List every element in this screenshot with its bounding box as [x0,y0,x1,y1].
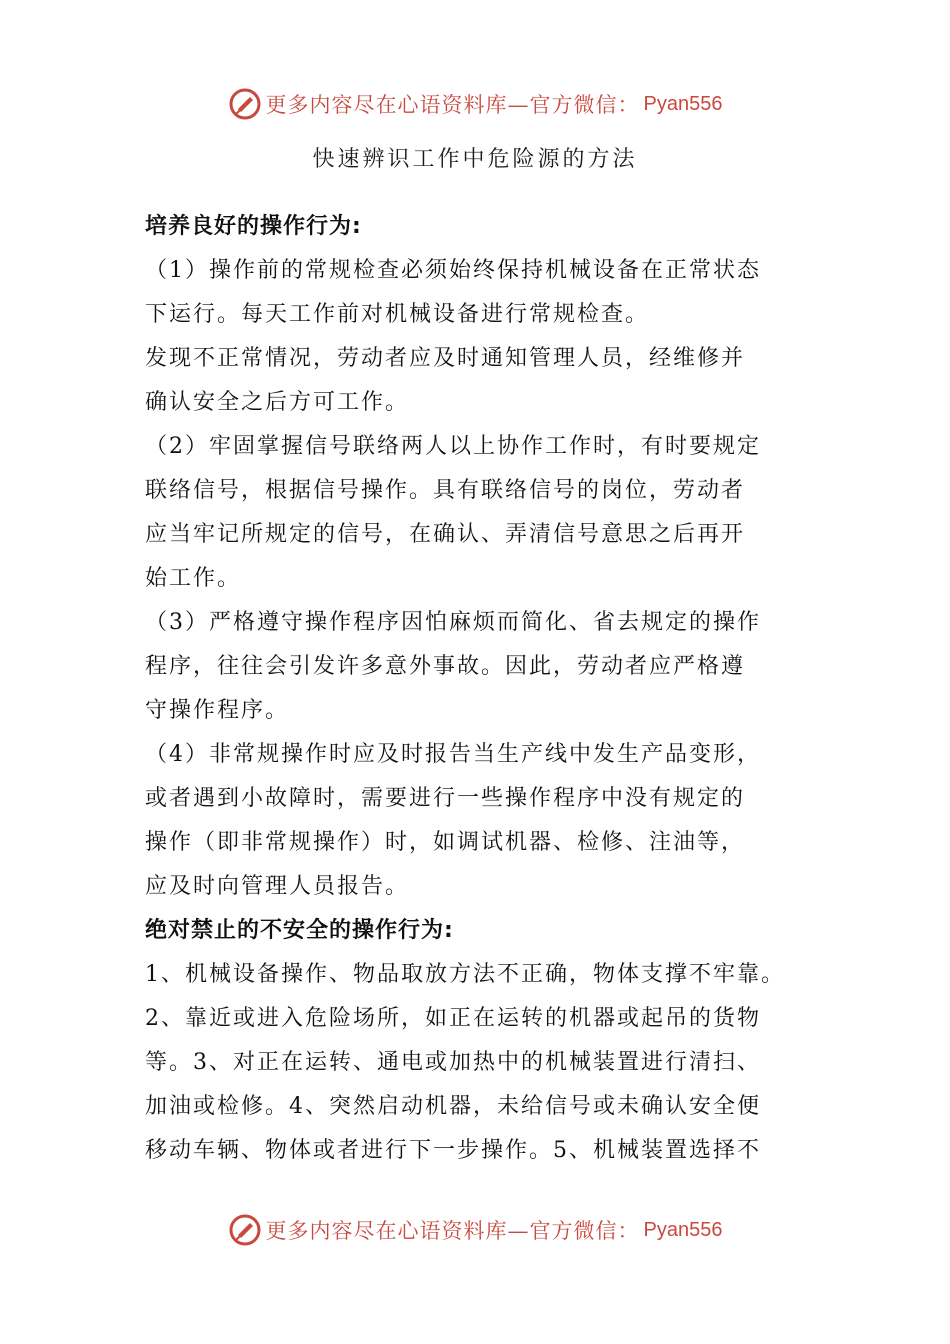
paragraph [145,953,825,1173]
paragraph [145,337,825,425]
section-good-practices [145,205,825,909]
text-line: 等。3、对正在运转、通电或加热中的机械装置进行清扫、 [145,1050,761,1075]
section-heading: 绝对禁止的不安全的操作行为: [145,918,454,943]
text-line: 守操作程序。 [145,698,290,723]
text-line: 操作（即非常规操作）时，如调试机器、检修、注油等， [145,830,746,855]
document-body [145,205,825,1173]
text-line: 应当牢记所规定的信号，在确认、弄清信号意思之后再开 [145,522,746,547]
watermark-text: 更多内容尽在心语资料库—官方微信： [265,93,640,117]
section-heading: 培养良好的操作行为: [145,214,362,239]
watermark-brand: Pyan556 [643,1218,723,1241]
text-line: 联络信号，根据信号操作。具有联络信号的岗位，劳动者 [145,478,746,503]
text-line: 或者遇到小故障时，需要进行一些操作程序中没有规定的 [145,786,746,811]
text-line: 下运行。每天工作前对机械设备进行常规检查。 [145,302,650,327]
text-line: 移动车辆、物体或者进行下一步操作。5、机械装置选择不 [145,1138,761,1163]
watermark-footer [0,1210,950,1250]
text-line: 加油或检修。4、突然启动机器，未给信号或未确认安全便 [145,1094,761,1119]
section-prohibited-practices [145,909,825,1173]
text-line: 始工作。 [145,566,242,591]
text-line: （4）非常规操作时应及时报告当生产线中发生产品变形， [145,742,761,767]
text-line: 确认安全之后方可工作。 [145,390,410,415]
paragraph [145,249,825,337]
pen-seal-logo-icon [228,1213,262,1247]
watermark-header [0,84,950,124]
paragraph [145,601,825,733]
paragraph [145,425,825,601]
pen-seal-logo-icon [228,87,262,121]
text-line: 程序，往往会引发许多意外事故。因此，劳动者应严格遵 [145,654,746,679]
text-line: （3）严格遵守操作程序因怕麻烦而简化、省去规定的操作 [145,610,761,635]
text-line: 发现不正常情况，劳动者应及时通知管理人员，经维修并 [145,346,746,371]
text-line: 2、靠近或进入危险场所，如正在运转的机器或起吊的货物 [145,1006,761,1031]
paragraph [145,733,825,909]
text-line: （1）操作前的常规检查必须始终保持机械设备在正常状态 [145,258,761,283]
watermark-brand: Pyan556 [643,92,723,115]
text-line: 应及时向管理人员报告。 [145,874,410,899]
text-line: （2）牢固掌握信号联络两人以上协作工作时，有时要规定 [145,434,761,459]
watermark-text: 更多内容尽在心语资料库—官方微信： [265,1219,640,1243]
text-line: 1、机械设备操作、物品取放方法不正确，物体支撑不牢靠。 [145,962,785,987]
page-title: 快速辨识工作中危险源的方法 [312,147,638,172]
